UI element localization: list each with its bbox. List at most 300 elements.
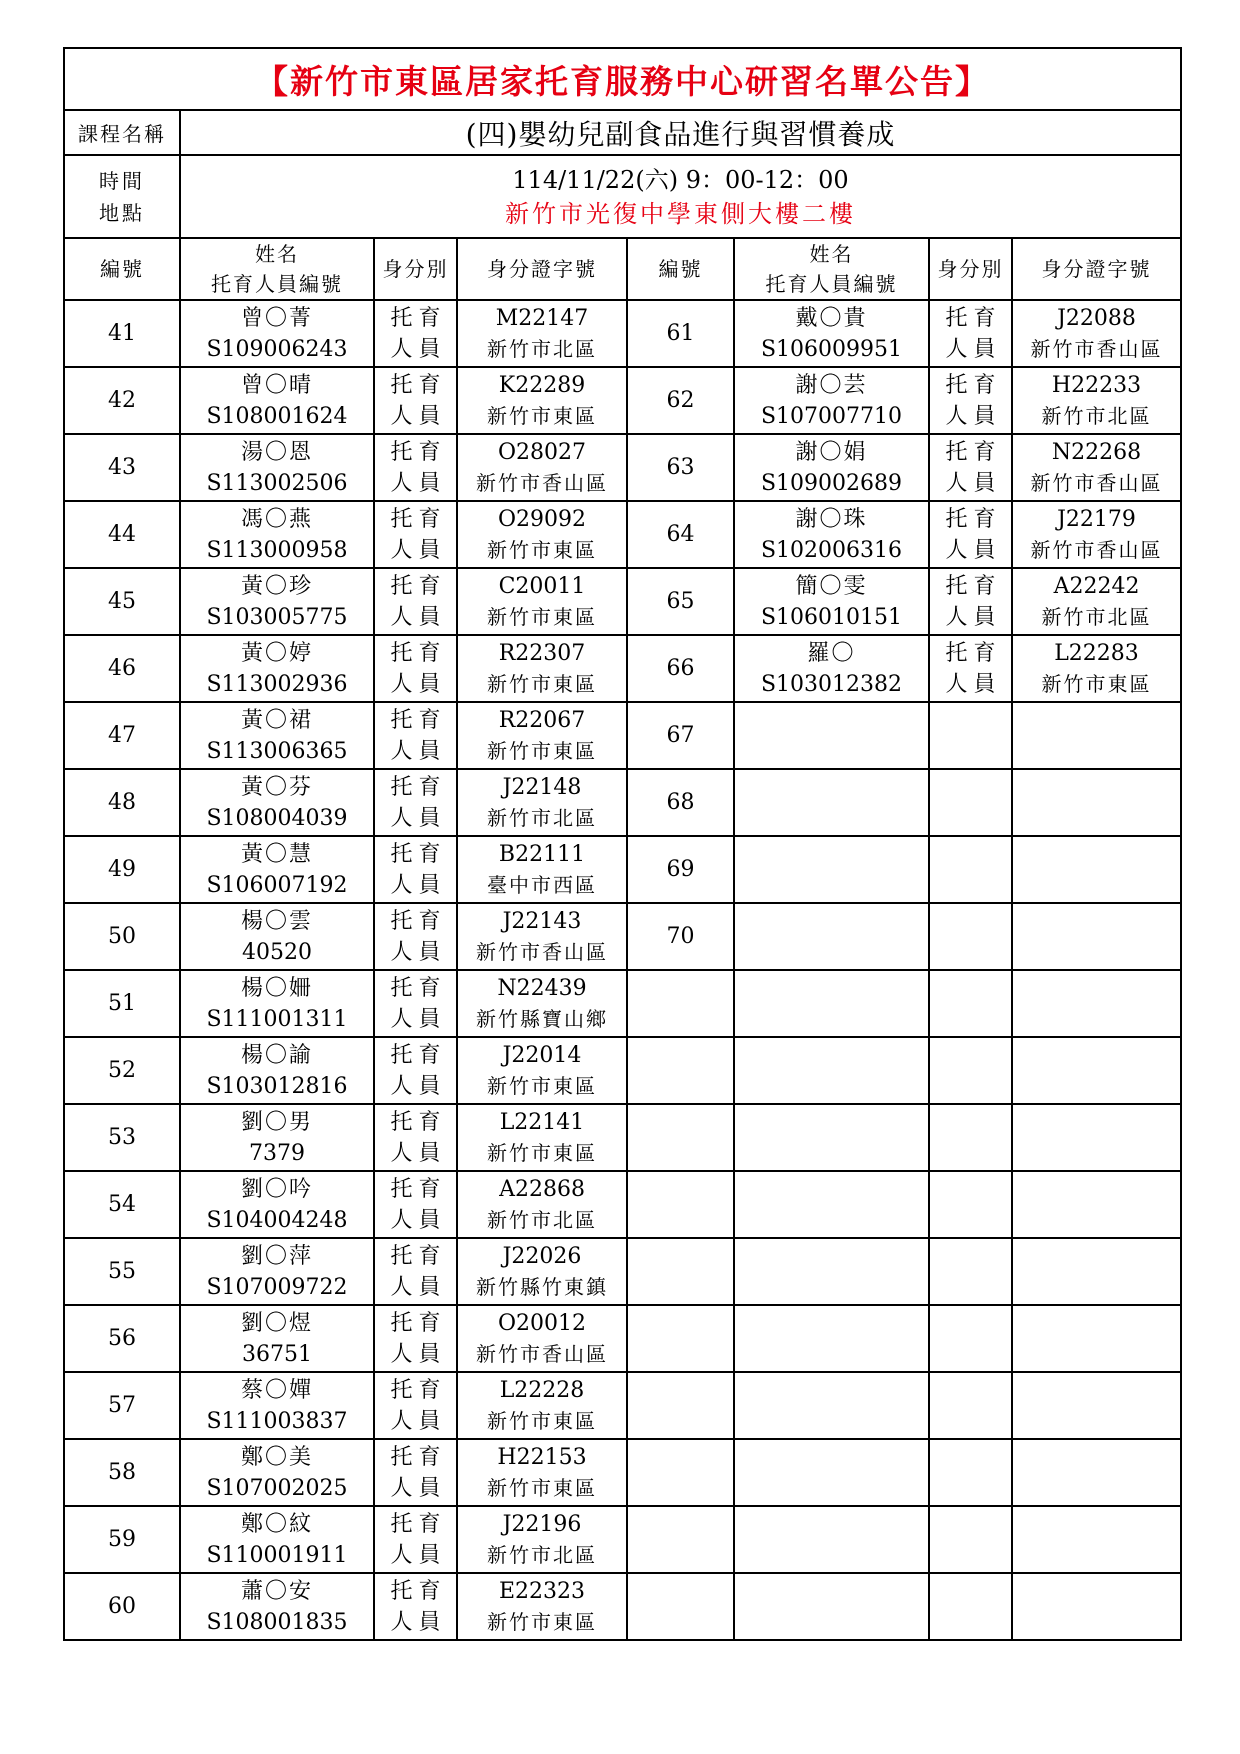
entry-number: 49 — [64, 836, 180, 903]
identity-line-1: 托育 — [390, 1377, 447, 1403]
table-row — [64, 1372, 1181, 1439]
identity-line-2: 人員 — [390, 1542, 447, 1568]
entry-number: 43 — [64, 434, 180, 501]
header-name: 姓名 — [255, 242, 299, 266]
entry-id-no: C20011 — [498, 573, 586, 599]
entry-name-cell — [180, 769, 374, 836]
entry-number — [627, 1573, 734, 1640]
table-row — [64, 568, 1181, 635]
entry-name-cell — [734, 1305, 929, 1372]
entry-id-cell — [1012, 635, 1181, 702]
entry-identity-cell — [374, 903, 457, 970]
entry-name: 鄭〇紋 — [240, 1511, 313, 1537]
entry-identity-cell — [374, 1305, 457, 1372]
entry-staff-id: 36751 — [242, 1341, 312, 1367]
entry-name: 簡〇雯 — [795, 573, 868, 599]
entry-number: 56 — [64, 1305, 180, 1372]
header-no: 編號 — [64, 238, 180, 300]
entry-name-cell — [180, 1372, 374, 1439]
entry-name-cell — [180, 1439, 374, 1506]
identity-line-1: 托育 — [390, 640, 447, 666]
entry-name: 鄭〇美 — [240, 1444, 313, 1470]
entry-number: 63 — [627, 434, 734, 501]
entry-name-cell — [180, 1238, 374, 1305]
entry-identity-cell — [374, 836, 457, 903]
entry-id-cell — [1012, 1305, 1181, 1372]
entry-name: 楊〇諭 — [240, 1042, 313, 1068]
identity-line-2: 人員 — [390, 1408, 447, 1434]
identity-line-1: 托育 — [390, 774, 447, 800]
entry-identity-cell — [929, 300, 1012, 367]
entry-name-cell — [734, 1439, 929, 1506]
identity-line-2: 人員 — [390, 470, 447, 496]
entry-area: 新竹市東區 — [487, 537, 597, 562]
entry-id-cell — [1012, 1104, 1181, 1171]
entry-number: 46 — [64, 635, 180, 702]
entry-identity-cell — [929, 836, 1012, 903]
entry-staff-id: S102006316 — [760, 537, 903, 563]
entry-name-cell — [180, 702, 374, 769]
identity-line-2: 人員 — [390, 1207, 447, 1233]
header-id-no-right: 身分證字號 — [1012, 238, 1181, 300]
identity-line-2: 人員 — [390, 1341, 447, 1367]
entry-name-cell — [734, 1104, 929, 1171]
entry-area: 新竹市香山區 — [476, 939, 608, 964]
entry-name-cell — [734, 903, 929, 970]
entry-name-cell — [180, 1573, 374, 1640]
entry-id-no: J22179 — [1057, 506, 1136, 532]
identity-line-2: 人員 — [390, 738, 447, 764]
entry-id-no: L22283 — [1054, 640, 1139, 666]
place-label: 地點 — [99, 200, 145, 225]
entry-staff-id: S106007192 — [206, 872, 348, 898]
entry-id-no: J22143 — [502, 908, 582, 934]
entry-staff-id: S104004248 — [206, 1207, 348, 1233]
entry-identity-cell — [374, 434, 457, 501]
entry-staff-id: S107007710 — [760, 403, 903, 429]
table-row — [64, 1573, 1181, 1640]
entry-number: 41 — [64, 300, 180, 367]
identity-line-2: 人員 — [945, 537, 1002, 563]
entry-staff-id: S106009951 — [760, 336, 903, 362]
entry-identity-cell — [929, 501, 1012, 568]
entry-number: 45 — [64, 568, 180, 635]
entry-number: 68 — [627, 769, 734, 836]
entry-number — [627, 1372, 734, 1439]
entry-staff-id: S103005775 — [206, 604, 348, 630]
identity-line-2: 人員 — [945, 403, 1002, 429]
entry-name: 黃〇裙 — [240, 707, 313, 733]
identity-line-2: 人員 — [390, 1475, 447, 1501]
entry-area: 新竹市北區 — [487, 805, 597, 830]
entry-staff-id: S110001911 — [206, 1542, 348, 1568]
entry-staff-id: S109006243 — [206, 336, 348, 362]
identity-line-2: 人員 — [390, 1073, 447, 1099]
entry-name: 謝〇珠 — [795, 506, 868, 532]
entry-identity-cell — [374, 702, 457, 769]
entry-number: 70 — [627, 903, 734, 970]
entry-identity-cell — [374, 1171, 457, 1238]
entry-name: 謝〇娟 — [795, 439, 868, 465]
identity-line-2: 人員 — [390, 604, 447, 630]
entry-id-no: L22141 — [499, 1109, 585, 1135]
entry-identity-cell — [374, 300, 457, 367]
header-no-right: 編號 — [627, 238, 734, 300]
entry-name-cell — [734, 568, 929, 635]
course-time: 114/11/22(六) 9：00-12：00 — [512, 165, 849, 194]
entry-id-cell — [457, 1037, 627, 1104]
entry-id-cell — [1012, 1171, 1181, 1238]
identity-line-2: 人員 — [945, 336, 1002, 362]
entry-name-cell — [734, 1037, 929, 1104]
identity-line-2: 人員 — [390, 939, 447, 965]
entry-number: 44 — [64, 501, 180, 568]
identity-line-2: 人員 — [390, 872, 447, 898]
header-staff-id-right: 托育人員編號 — [765, 272, 898, 296]
entry-area: 新竹市東區 — [487, 671, 597, 696]
entry-staff-id: S103012382 — [760, 671, 903, 697]
header-identity-right: 身分別 — [929, 238, 1012, 300]
entry-name: 蔡〇嬋 — [240, 1377, 313, 1403]
table-row — [64, 1171, 1181, 1238]
entry-id-no: H22153 — [497, 1444, 587, 1470]
entry-id-cell — [457, 836, 627, 903]
column-header-row — [64, 238, 1181, 300]
entry-area: 新竹市北區 — [1041, 403, 1152, 428]
entry-id-cell — [1012, 1573, 1181, 1640]
identity-line-1: 托育 — [945, 506, 1002, 532]
entry-name-cell — [180, 1037, 374, 1104]
table-row — [64, 1037, 1181, 1104]
entry-number: 47 — [64, 702, 180, 769]
entry-staff-id: S113000958 — [206, 537, 348, 563]
entry-staff-id: S113002506 — [206, 470, 348, 496]
entry-area: 新竹市東區 — [487, 604, 597, 629]
identity-line-1: 托育 — [390, 1042, 447, 1068]
entry-area: 新竹市東區 — [487, 1073, 597, 1098]
entry-number: 55 — [64, 1238, 180, 1305]
entry-name: 劉〇吟 — [240, 1176, 313, 1202]
entry-name: 黃〇慧 — [240, 841, 313, 867]
entry-name-cell — [180, 903, 374, 970]
table-row — [64, 1238, 1181, 1305]
entry-id-cell — [1012, 300, 1181, 367]
entry-name: 黃〇芬 — [240, 774, 313, 800]
entry-id-no: M22147 — [495, 305, 589, 331]
identity-line-1: 托育 — [945, 640, 1002, 666]
identity-line-1: 托育 — [945, 372, 1002, 398]
entry-staff-id: S111001311 — [206, 1006, 348, 1032]
entry-id-no: O20012 — [497, 1310, 587, 1336]
entry-id-no: J22014 — [502, 1042, 582, 1068]
entry-id-cell — [1012, 1372, 1181, 1439]
entry-id-cell — [457, 1372, 627, 1439]
time-place-label — [64, 155, 180, 238]
identity-line-2: 人員 — [945, 604, 1002, 630]
entry-area: 新竹市香山區 — [1030, 336, 1163, 361]
entry-area: 新竹市東區 — [487, 1475, 597, 1500]
entry-staff-id: S113006365 — [206, 738, 348, 764]
identity-line-1: 托育 — [945, 439, 1002, 465]
entry-id-cell — [1012, 1238, 1181, 1305]
entry-area: 新竹市東區 — [487, 1140, 597, 1165]
entry-name-cell — [734, 836, 929, 903]
entry-id-no: O29092 — [497, 506, 587, 532]
entry-id-no: L22228 — [499, 1377, 585, 1403]
identity-line-1: 托育 — [390, 1511, 447, 1537]
entry-staff-id: 40520 — [242, 939, 312, 965]
entry-staff-id: S107009722 — [206, 1274, 348, 1300]
entry-name-cell — [734, 1573, 929, 1640]
entry-number: 52 — [64, 1037, 180, 1104]
entry-identity-cell — [374, 1372, 457, 1439]
entry-id-no: N22439 — [497, 975, 587, 1001]
header-name-staff — [180, 238, 374, 300]
entry-name-cell — [734, 1372, 929, 1439]
entry-name-cell — [180, 501, 374, 568]
identity-line-1: 托育 — [390, 1578, 447, 1604]
entry-id-no: R22307 — [498, 640, 586, 666]
entry-identity-cell — [374, 1573, 457, 1640]
entry-name-cell — [180, 1104, 374, 1171]
entry-area: 新竹市香山區 — [476, 1341, 608, 1366]
identity-line-1: 托育 — [390, 1109, 447, 1135]
entry-number — [627, 1171, 734, 1238]
entry-number: 57 — [64, 1372, 180, 1439]
entry-identity-cell — [374, 1439, 457, 1506]
entry-identity-cell — [929, 702, 1012, 769]
entry-number: 42 — [64, 367, 180, 434]
identity-line-1: 托育 — [945, 573, 1002, 599]
entry-id-no: J22148 — [502, 774, 582, 800]
entry-id-cell — [1012, 1037, 1181, 1104]
entry-name-cell — [734, 300, 929, 367]
entry-name-cell — [734, 702, 929, 769]
identity-line-2: 人員 — [390, 805, 447, 831]
identity-line-2: 人員 — [390, 1609, 447, 1635]
entry-area: 新竹市東區 — [487, 738, 597, 763]
entry-name: 劉〇萍 — [240, 1243, 313, 1269]
entry-name-cell — [180, 367, 374, 434]
entry-id-cell — [1012, 1506, 1181, 1573]
header-staff-id: 托育人員編號 — [211, 272, 343, 296]
entry-name: 黃〇珍 — [240, 573, 313, 599]
identity-line-1: 托育 — [390, 1444, 447, 1470]
entry-id-no: A22868 — [499, 1176, 585, 1202]
entry-name: 曾〇晴 — [240, 372, 313, 398]
identity-line-1: 托育 — [390, 372, 447, 398]
entry-identity-cell — [929, 1506, 1012, 1573]
entry-area: 新竹市香山區 — [476, 470, 608, 495]
entry-id-cell — [1012, 836, 1181, 903]
entry-number — [627, 1305, 734, 1372]
entry-id-cell — [457, 1573, 627, 1640]
table-row — [64, 300, 1181, 367]
entry-name: 楊〇姍 — [240, 975, 313, 1001]
entry-name-cell — [734, 1506, 929, 1573]
entry-identity-cell — [929, 769, 1012, 836]
identity-line-2: 人員 — [390, 1274, 447, 1300]
entry-number: 69 — [627, 836, 734, 903]
course-name: (四)嬰幼兒副食品進行與習慣養成 — [180, 110, 1181, 155]
entry-identity-cell — [929, 903, 1012, 970]
header-identity: 身分別 — [374, 238, 457, 300]
entry-identity-cell — [929, 635, 1012, 702]
entry-area: 新竹市東區 — [487, 403, 597, 428]
header-name-right: 姓名 — [809, 242, 854, 266]
entry-id-no: J22026 — [502, 1243, 582, 1269]
entry-identity-cell — [929, 970, 1012, 1037]
entry-id-cell — [457, 903, 627, 970]
entry-id-cell — [457, 1439, 627, 1506]
entry-staff-id: S107002025 — [206, 1475, 348, 1501]
header-name-staff-right — [734, 238, 929, 300]
entry-name: 楊〇雲 — [240, 908, 313, 934]
identity-line-1: 托育 — [390, 1176, 447, 1202]
identity-line-2: 人員 — [390, 403, 447, 429]
entry-id-no: J22196 — [502, 1511, 582, 1537]
entry-identity-cell — [374, 568, 457, 635]
entry-area: 新竹市香山區 — [1030, 470, 1163, 495]
entry-number: 58 — [64, 1439, 180, 1506]
entry-id-cell — [457, 635, 627, 702]
entry-id-cell — [1012, 367, 1181, 434]
entry-id-cell — [457, 970, 627, 1037]
entry-number: 65 — [627, 568, 734, 635]
announcement-title: 【新竹市東區居家托育服務中心研習名單公告】 — [64, 48, 1181, 110]
entry-staff-id: S108001624 — [206, 403, 348, 429]
entry-number — [627, 970, 734, 1037]
identity-line-1: 托育 — [390, 908, 447, 934]
identity-line-2: 人員 — [390, 336, 447, 362]
entry-number — [627, 1439, 734, 1506]
entry-id-cell — [457, 300, 627, 367]
entry-staff-id: S106010151 — [760, 604, 903, 630]
header-id-no: 身分證字號 — [457, 238, 627, 300]
identity-line-2: 人員 — [390, 671, 447, 697]
entry-area: 新竹縣竹東鎮 — [476, 1274, 608, 1299]
identity-line-2: 人員 — [390, 1140, 447, 1166]
entry-identity-cell — [929, 1573, 1012, 1640]
entry-name-cell — [180, 635, 374, 702]
identity-line-1: 托育 — [390, 305, 447, 331]
entry-identity-cell — [374, 1037, 457, 1104]
entry-staff-id: S103012816 — [206, 1073, 348, 1099]
entry-id-cell — [457, 1238, 627, 1305]
table-row — [64, 702, 1181, 769]
entry-number: 66 — [627, 635, 734, 702]
entry-name: 蕭〇安 — [240, 1578, 313, 1604]
entry-id-cell — [457, 1305, 627, 1372]
entry-area: 新竹市北區 — [487, 336, 597, 361]
entry-area: 新竹市東區 — [487, 1408, 597, 1433]
entry-id-no: N22268 — [1051, 439, 1142, 465]
entry-id-no: A22242 — [1053, 573, 1140, 599]
entry-name: 曾〇菁 — [240, 305, 313, 331]
entry-id-no: O28027 — [497, 439, 587, 465]
entry-number: 67 — [627, 702, 734, 769]
entry-name-cell — [734, 769, 929, 836]
identity-line-1: 托育 — [390, 975, 447, 1001]
entry-name: 謝〇芸 — [795, 372, 868, 398]
identity-line-1: 托育 — [390, 439, 447, 465]
entry-number: 54 — [64, 1171, 180, 1238]
identity-line-2: 人員 — [945, 470, 1002, 496]
time-place-cell — [180, 155, 1181, 238]
entry-id-cell — [457, 568, 627, 635]
entry-id-cell — [1012, 970, 1181, 1037]
entry-id-cell — [1012, 769, 1181, 836]
entry-number: 48 — [64, 769, 180, 836]
roster-sheet — [63, 47, 1180, 1641]
entry-staff-id: S108004039 — [206, 805, 348, 831]
entry-identity-cell — [929, 1104, 1012, 1171]
entry-identity-cell — [929, 1372, 1012, 1439]
entry-number: 51 — [64, 970, 180, 1037]
table-row — [64, 367, 1181, 434]
entry-name-cell — [180, 1305, 374, 1372]
entry-identity-cell — [929, 1171, 1012, 1238]
entry-identity-cell — [374, 1238, 457, 1305]
entry-identity-cell — [929, 367, 1012, 434]
entry-staff-id: S109002689 — [760, 470, 903, 496]
entry-id-no: H22233 — [1051, 372, 1142, 398]
entry-name: 戴〇貴 — [795, 305, 868, 331]
entry-identity-cell — [929, 568, 1012, 635]
entry-area: 新竹市東區 — [487, 1609, 597, 1634]
entry-name: 湯〇恩 — [240, 439, 313, 465]
entry-id-no: B22111 — [498, 841, 586, 867]
table-row — [64, 836, 1181, 903]
entry-id-cell — [1012, 702, 1181, 769]
entry-area: 新竹市北區 — [487, 1542, 597, 1567]
entry-id-cell — [457, 501, 627, 568]
table-row — [64, 1104, 1181, 1171]
entry-number — [627, 1238, 734, 1305]
entry-area: 新竹縣寶山鄉 — [476, 1006, 608, 1031]
entry-identity-cell — [929, 1305, 1012, 1372]
entry-name-cell — [734, 1238, 929, 1305]
entry-number: 53 — [64, 1104, 180, 1171]
entry-identity-cell — [374, 1104, 457, 1171]
roster-table — [63, 47, 1182, 1641]
entry-name: 黃〇婷 — [240, 640, 313, 666]
entry-name-cell — [180, 1506, 374, 1573]
entry-id-cell — [457, 434, 627, 501]
entry-identity-cell — [929, 434, 1012, 501]
entry-name-cell — [180, 836, 374, 903]
entry-area: 新竹市香山區 — [1030, 537, 1163, 562]
entry-number: 50 — [64, 903, 180, 970]
entry-name-cell — [734, 434, 929, 501]
table-row — [64, 1305, 1181, 1372]
entry-name-cell — [180, 1171, 374, 1238]
entry-id-cell — [1012, 903, 1181, 970]
table-row — [64, 903, 1181, 970]
entry-name-cell — [180, 434, 374, 501]
entry-id-cell — [457, 367, 627, 434]
entry-identity-cell — [929, 1037, 1012, 1104]
entry-number — [627, 1506, 734, 1573]
entry-id-cell — [457, 1506, 627, 1573]
entry-area: 新竹市北區 — [487, 1207, 597, 1232]
course-place: 新竹市光復中學東側大樓二樓 — [505, 199, 856, 228]
entry-id-no: R22067 — [498, 707, 586, 733]
entry-staff-id: 7379 — [249, 1140, 305, 1166]
entry-identity-cell — [374, 970, 457, 1037]
entry-number: 62 — [627, 367, 734, 434]
entry-name: 劉〇煜 — [240, 1310, 313, 1336]
